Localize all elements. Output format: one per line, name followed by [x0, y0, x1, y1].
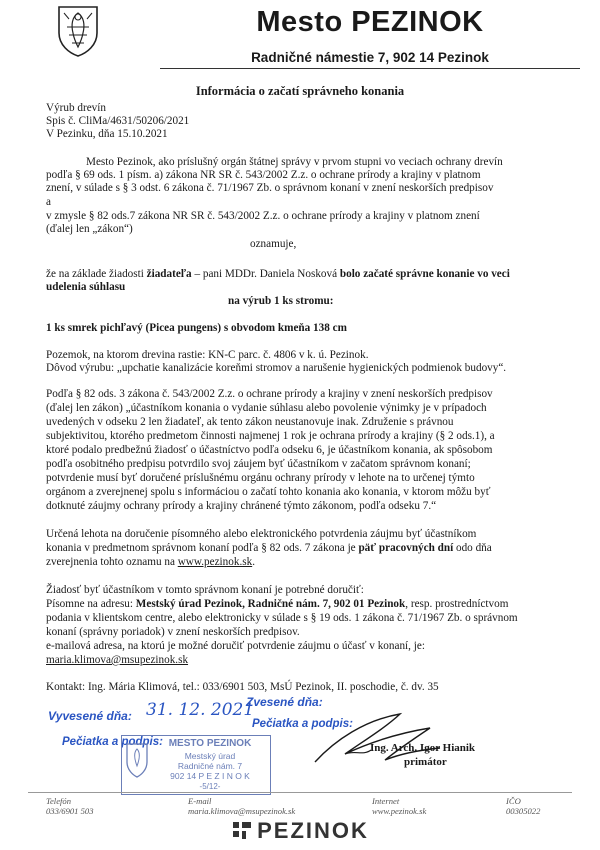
publish-pre: zverejnenia tohto oznamu na	[46, 556, 178, 568]
applicant-line	[46, 268, 510, 282]
brand-name: PEZINOK	[257, 818, 369, 843]
footer-divider	[28, 792, 572, 793]
stamp-sign-label-2: Pečiatka a podpis:	[252, 718, 353, 730]
office-address: Mestský úrad Pezinok, Radničné nám. 7, 902 01 Pezinok	[135, 598, 406, 610]
footer-phone-label: Telefón	[46, 796, 71, 806]
footer-email[interactable]: maria.klimova@msupezinok.sk	[188, 806, 296, 816]
footer-brand	[0, 818, 600, 844]
stamp-sign-label-1: Pečiatka a podpis:	[62, 736, 163, 748]
signatory-role: primátor	[404, 756, 447, 768]
footer-ico-label: IČO	[506, 796, 521, 806]
website-link[interactable]: www.pezinok.sk	[177, 556, 253, 568]
para1-line: Mesto Pezinok, ako príslušný orgán štátnej správy v prvom stupni vo veciach ochrany drevín	[86, 156, 503, 168]
felling-line: na výrub 1 ks stromu:	[228, 295, 334, 307]
para1-line: podľa § 69 ods. 1 písm. a) zákona NR SR č. 543/2002 Z.z. o ochrane prírody a krajiny v platnom	[46, 169, 481, 181]
delivery-line-1: Žiadosť byť účastníkom v tomto správnom konaní je potrebné doručiť:	[46, 584, 364, 596]
town-crest-icon	[55, 3, 101, 57]
para2-line: uvedených v odseku 2 len žiadateľ, ak tento zákon neustanovuje inak. Združenie s právnou	[46, 416, 454, 428]
applicant-pre: že na základe žiadosti	[46, 268, 147, 280]
stamp-crest-icon	[125, 742, 149, 778]
announces-word: oznamuje,	[250, 238, 297, 250]
official-stamp	[121, 735, 271, 795]
header-divider	[160, 68, 580, 69]
delivery-post: , resp. prostredníctvom	[405, 598, 509, 610]
stamp-line-3: Radničné nám. 7	[177, 761, 243, 771]
para1-line: (ďalej len „zákon“)	[46, 223, 133, 235]
footer-ico: 00305022	[506, 806, 541, 816]
deadline-days: päť pracovných dní	[358, 542, 454, 554]
stamp-line-4: 902 14 P E Z I N O K	[170, 771, 250, 781]
town-address: Radničné námestie 7, 902 14 Pezinok	[251, 50, 489, 65]
deadline-post: odo dňa	[453, 542, 492, 554]
file-number: Spis č. CliMa/4631/50206/2021	[46, 115, 190, 127]
land-parcel: Pozemok, na ktorom drevina rastie: KN-C parc. č. 4806 v k. ú. Pezinok.	[46, 349, 369, 361]
posted-label: Vyvesené dňa:	[48, 709, 132, 723]
para2-line: orgánom a zverejnenej spolu s informáciou o začatí tohto konania ako konania, v ktorom môžu byť	[46, 486, 491, 498]
stamp-line-5: -5/12-	[199, 782, 221, 791]
footer-phone: 033/6901 503	[46, 806, 94, 816]
delivery-line-2	[46, 598, 508, 612]
stamp-line-1: MESTO PEZINOK	[168, 738, 252, 749]
para2-line: (ďalej len zákon) „účastníkom konania o vydanie súhlasu alebo povolenie výnimky je v prípadoch	[46, 402, 487, 414]
town-name: Mesto PEZINOK	[256, 6, 484, 38]
para2-line: potvrdenie musí byť doručené príslušnému orgánu ochrany prírody v lehote na to určenej týmto	[46, 472, 475, 484]
document-title: Informácia o začatí správneho konania	[195, 84, 405, 98]
deadline-pre: konania v predmetnom správnom konaní podľa § 82 ods. 7 zákona je	[46, 542, 359, 554]
para2-line: subjektivitou, ktorého predmetom činnosti najmenej 1 rok je ochrana prírody a krajiny (§ 2 ods.1), a	[46, 430, 495, 442]
para2-line: dotknuté záujmy ochrany prírody a krajiny chránené týmto zákonom, podľa odseku 7.“	[46, 500, 437, 512]
deadline-line-2	[46, 542, 492, 556]
contact-line: Kontakt: Ing. Mária Klimová, tel.: 033/6901 503, MsÚ Pezinok, II. poschodie, č. dv. 35	[46, 681, 439, 693]
proceeding-started: bolo začaté správne konanie vo veci	[339, 268, 510, 280]
applicant-name: – pani MDDr. Daniela Nosková	[191, 268, 340, 280]
para1-line: v zmysle § 82 ods.7 zákona NR SR č. 543/2002 Z.z. o ochrane prírody a krajiny v platnom znení	[46, 210, 480, 222]
para2-line: ktoré podalo predbežnú žiadosť o účastníctvo podľa odseku 6, je účastníkom konania, ak spôsobom	[46, 444, 493, 456]
para2-line: podľa osobitného predpisu potvrdilo svoj záujem byť účastníkom v začatom správnom konaní;	[46, 458, 471, 470]
posted-date: 31. 12. 2021	[146, 700, 255, 720]
delivery-line-5: e-mailová adresa, na ktorú je možné doručiť potvrdenie záujmu o účasť v konaní, je:	[46, 640, 425, 652]
footer-web[interactable]: www.pezinok.sk	[372, 806, 427, 816]
para1-line: znení, v súlade s § 3 odst. 6 zákona č. 71/1967 Zb. o správnom konaní v znení neskorších predpisov	[46, 182, 494, 194]
signatory-name: Ing. Arch. Igor Hianik	[370, 742, 476, 754]
para2-line: Podľa § 82 ods. 3 zákona č. 543/2002 Z.z. o ochrane prírody a krajiny v znení neskorších predpisov	[46, 388, 493, 400]
footer-web-label: Internet	[372, 796, 400, 806]
delivery-line-3: podania v klientskom centre, alebo elektronicky v súlade s § 19 ods. 1 zákona č. 71/1967 Zb. o správnom	[46, 612, 518, 624]
subject-line: Výrub drevín	[46, 102, 106, 114]
tree-description: 1 ks smrek pichľavý (Picea pungens) s obvodom kmeňa 138 cm	[46, 322, 347, 334]
removed-label: Zvesené dňa:	[246, 695, 323, 709]
place-date: V Pezinku, dňa 15.10.2021	[46, 128, 168, 140]
delivery-line-4: konaní (správny poriadok) v znení neskorších predpisov.	[46, 626, 300, 638]
applicant-label: žiadateľa	[146, 268, 192, 280]
stamp-line-2: Mestský úrad	[184, 751, 236, 761]
deadline-line-3	[46, 556, 255, 570]
para1-line: a	[46, 196, 51, 208]
felling-reason: Dôvod výrubu: „upchatie kanalizácie koreňmi stromov a narušenie hygienických podmienok budovy“.	[46, 362, 507, 374]
consent-line: udelenia súhlasu	[46, 281, 126, 293]
brand-logo-icon	[231, 819, 253, 841]
publish-post: .	[252, 556, 255, 568]
delivery-pre: Písomne na adresu:	[46, 598, 136, 610]
footer-email-label: E-mail	[188, 796, 212, 806]
email-link[interactable]: maria.klimova@msupezinok.sk	[46, 654, 189, 666]
deadline-line-1: Určená lehota na doručenie písomného alebo elektronického potvrdenia záujmu byť účastníkom	[46, 528, 477, 540]
